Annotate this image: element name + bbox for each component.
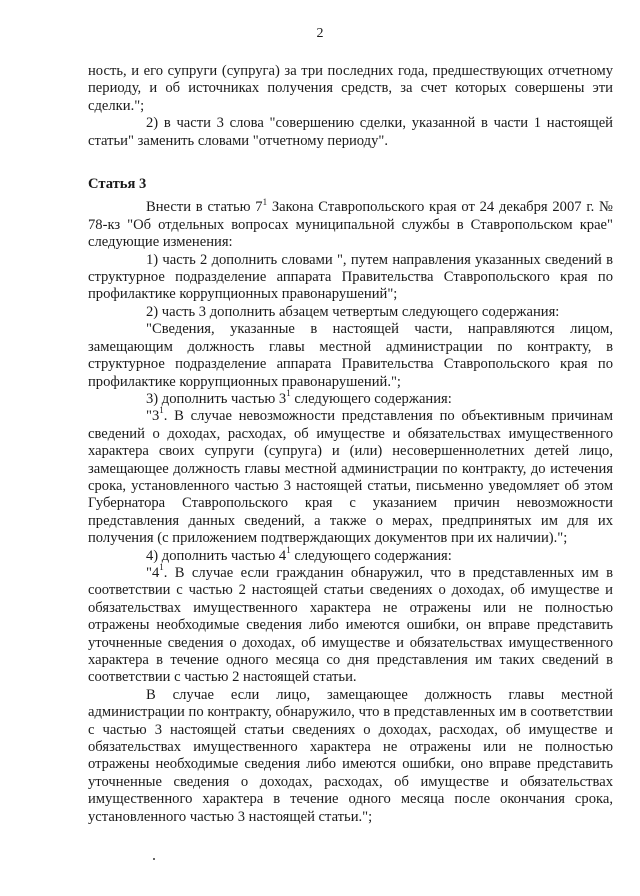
quote-4-1-superscript: 1 xyxy=(159,562,164,573)
paragraph-quote-part-4-1 xyxy=(88,562,613,687)
quote-3-1-superscript: 1 xyxy=(159,405,164,416)
paragraph-change-2: 2) часть 3 дополнить абзацем четвертым следующего содержания: xyxy=(146,303,560,320)
paragraph-quote-part-3-1 xyxy=(88,405,613,547)
paragraph-item-2-part-3: 2) в части 3 слова "совершению сделки, указанной в части 1 настоящей статьи" заменить словами "отчетному периоду". xyxy=(88,115,613,149)
change-4-text-pre: 4) дополнить частью 4 xyxy=(146,547,287,564)
quote-4-1-text-pre: "4 xyxy=(146,564,160,581)
document-body xyxy=(88,63,613,826)
paragraph-continuation: ность, и его супруги (супруга) за три последних года, предшествующих отчетному периоду, и об источниках получения средств, за счет которых совершены эти сделки."; xyxy=(88,63,613,114)
intro-text-post: Закона Ставропольского края от 24 декабря 2007 г. № 78-кз "Об отдельных вопросах муниципальной службы в Ставропольском крае" следующие изменения: xyxy=(88,199,613,251)
change-4-superscript: 1 xyxy=(286,544,291,555)
scan-speck xyxy=(153,858,155,860)
quote-3-1-text-post: . В случае невозможности представления по объективным причинам сведений о доходах, расходах, об имуществе и обязательствах имущественного характера своих супруги (супруга) и (или) несовершеннолетних детей лицо, замещающее должность главы местной администрации по контракту, до истечения срока, установленного частью 3 настоящей статьи, письменно уведомляет об этом Губернатора Ставропольского края с указанием причин невозможности представления данных сведений, а также о мерах, предпринятых им для их получения (с приложением подтверждающих документов при их наличии)."; xyxy=(88,408,613,547)
paragraph-quote-part-3: "Сведения, указанные в настоящей части, направляются лицом, замещающим должность главы местной администрации по контракту, в структурное подразделение аппарата Правительства Ставропольского края по профилактике коррупционных правонарушений."; xyxy=(88,321,613,390)
change-3-text-post: следующего содержания: xyxy=(290,390,452,407)
paragraph-quote-part-4-1-second: В случае если лицо, замещающее должность главы местной администрации по контракту, обнаружило, что в представленных им в соответствии с частью 3 настоящей статьи сведениях о доходах, расходах, об имуществе и обязательствах имущественного характера не отражены или не полностью отражены необходимые сведения либо имеются ошибки, оно вправе представить уточненные сведения о доходах, расходах, об имуществе и обязательствах имущественного характера в течение одного месяца после окончания срока, установленного частью 3 настоящей статьи."; xyxy=(88,686,613,825)
change-4-text-post: следующего содержания: xyxy=(290,547,452,564)
quote-4-1-text-post: . В случае если гражданин обнаружил, что в представленных им в соответствии с частью 2 настоящей статьи сведениях о доходах, об имуществе и обязательствах имущественного характера не отражены или не полностью отражены необходимые сведения либо имеются ошибки, он вправе представить уточненные сведения о доходах, об имуществе и обязательствах имущественного характера в течение одного месяца со дня представления им таких сведений в соответствии с частью 2 настоящей статьи. xyxy=(88,564,613,686)
paragraph-article-intro xyxy=(88,196,613,251)
page-number: 2 xyxy=(316,26,324,41)
paragraph-change-3 xyxy=(88,388,613,408)
change-3-superscript: 1 xyxy=(286,388,291,399)
paragraph-change-4 xyxy=(88,544,613,565)
paragraph-change-1: 1) часть 2 дополнить словами ", путем направления указанных сведений в структурное подразделение аппарата Правительства Ставропольского края по профилактике коррупционных правонарушений"; xyxy=(88,251,613,303)
article-heading: Статья 3 xyxy=(88,176,147,193)
quote-3-1-text-pre: "3 xyxy=(146,408,160,425)
intro-text-pre: Внести в статью 7 xyxy=(146,199,263,216)
change-3-text-pre: 3) дополнить частью 3 xyxy=(146,390,287,407)
intro-superscript: 1 xyxy=(262,196,268,207)
